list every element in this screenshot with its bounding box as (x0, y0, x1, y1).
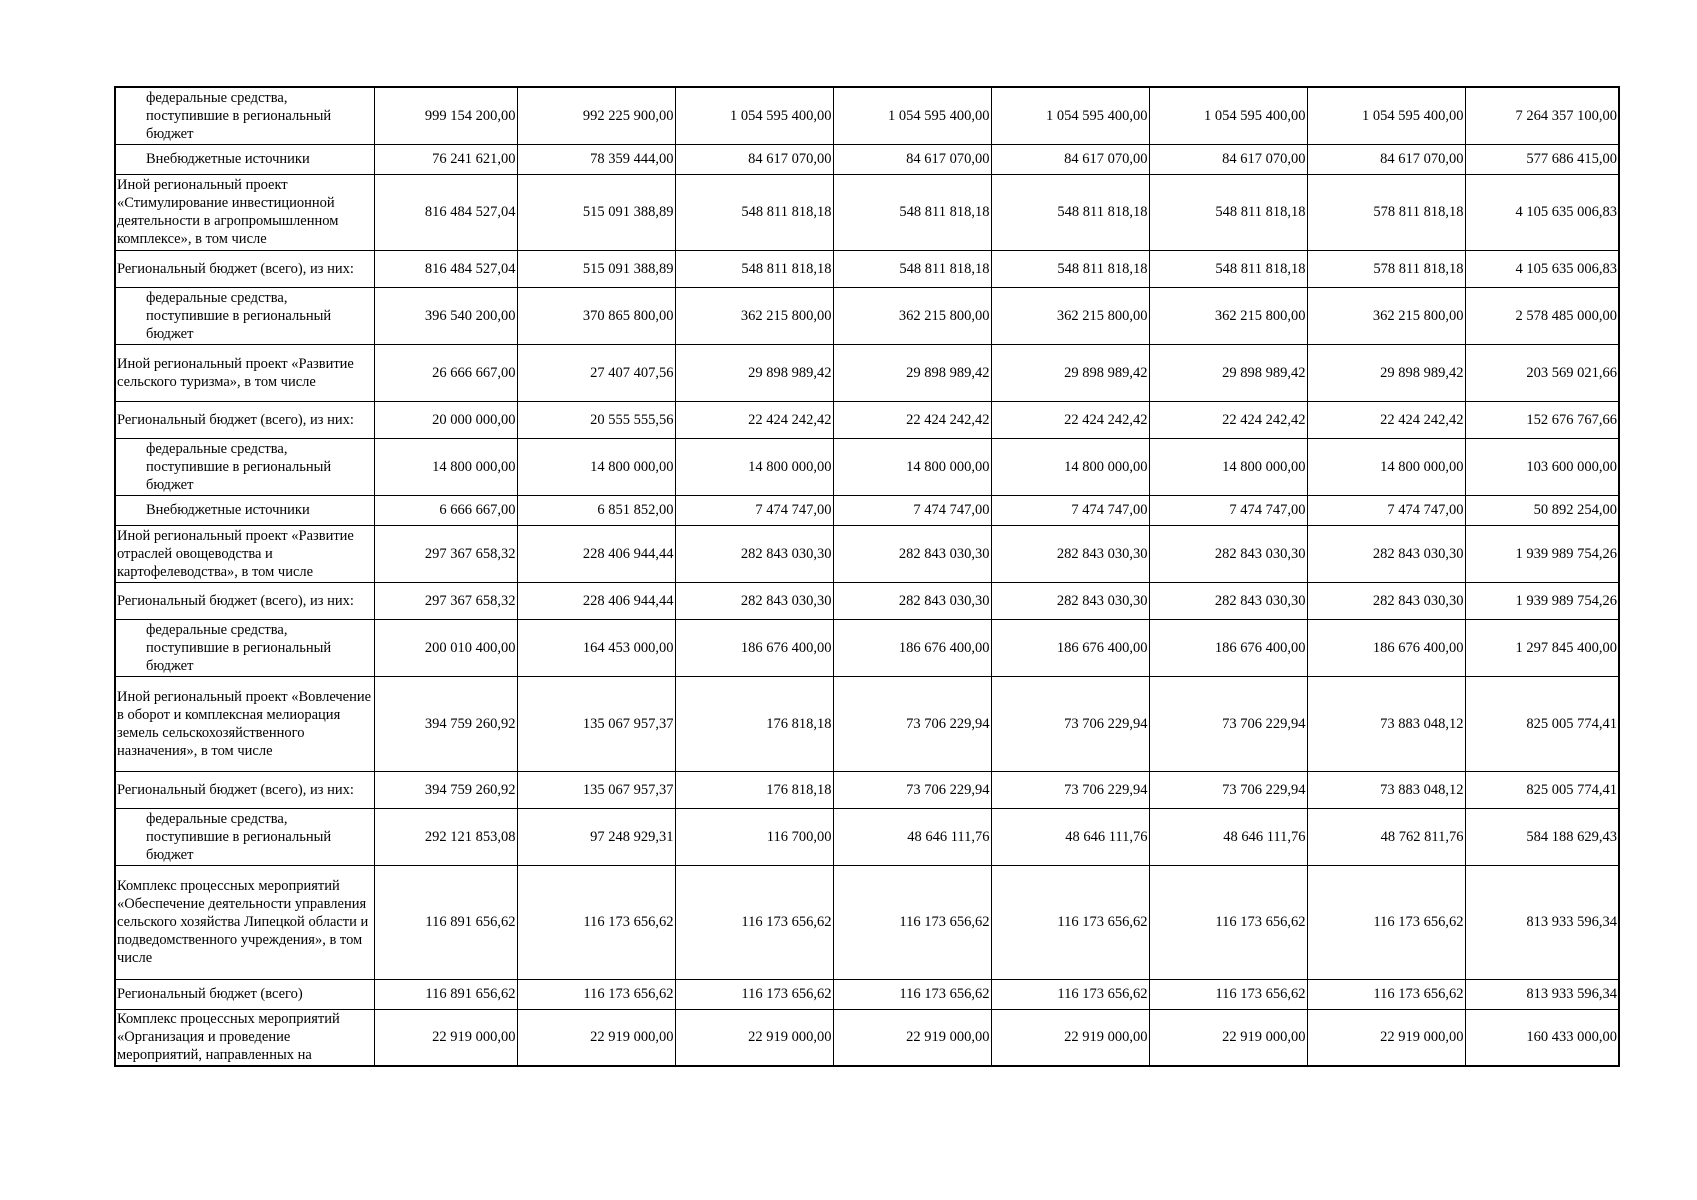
table-row (115, 438, 1619, 495)
value-cell: 29 898 989,42 (833, 344, 991, 401)
value-cell: 362 215 800,00 (991, 287, 1149, 344)
value-cell: 282 843 030,30 (833, 582, 991, 619)
table-body (115, 87, 1619, 1066)
value-cell: 816 484 527,04 (374, 250, 517, 287)
row-label: федеральные средства, поступившие в региональный бюджет (115, 808, 374, 865)
value-cell: 116 173 656,62 (1149, 979, 1307, 1009)
value-cell: 135 067 957,37 (517, 676, 675, 771)
total-cell: 825 005 774,41 (1465, 771, 1619, 808)
value-cell: 548 811 818,18 (833, 250, 991, 287)
value-cell: 116 173 656,62 (1149, 865, 1307, 979)
value-cell: 548 811 818,18 (991, 174, 1149, 250)
total-cell: 4 105 635 006,83 (1465, 250, 1619, 287)
total-cell: 50 892 254,00 (1465, 495, 1619, 525)
value-cell: 84 617 070,00 (675, 144, 833, 174)
value-cell: 7 474 747,00 (675, 495, 833, 525)
value-cell: 48 646 111,76 (991, 808, 1149, 865)
value-cell: 116 173 656,62 (833, 865, 991, 979)
total-cell: 1 939 989 754,26 (1465, 582, 1619, 619)
value-cell: 48 762 811,76 (1307, 808, 1465, 865)
value-cell: 22 919 000,00 (833, 1009, 991, 1066)
value-cell: 14 800 000,00 (1149, 438, 1307, 495)
value-cell: 14 800 000,00 (675, 438, 833, 495)
value-cell: 73 706 229,94 (1149, 771, 1307, 808)
value-cell: 282 843 030,30 (1149, 582, 1307, 619)
value-cell: 22 424 242,42 (1149, 401, 1307, 438)
row-label: Иной региональный проект «Стимулирование инвестиционной деятельности в агропромышленном комплексе», в том числе (115, 174, 374, 250)
value-cell: 297 367 658,32 (374, 582, 517, 619)
value-cell: 29 898 989,42 (1149, 344, 1307, 401)
value-cell: 116 173 656,62 (1307, 979, 1465, 1009)
value-cell: 22 919 000,00 (374, 1009, 517, 1066)
value-cell: 200 010 400,00 (374, 619, 517, 676)
row-label: Внебюджетные источники (115, 495, 374, 525)
row-label: Региональный бюджет (всего) (115, 979, 374, 1009)
value-cell: 29 898 989,42 (675, 344, 833, 401)
value-cell: 228 406 944,44 (517, 525, 675, 582)
value-cell: 116 891 656,62 (374, 979, 517, 1009)
total-cell: 203 569 021,66 (1465, 344, 1619, 401)
row-label: Комплекс процессных мероприятий «Обеспечение деятельности управления сельского хозяйства Липецкой области и подведомственного учреждения», в том числе (115, 865, 374, 979)
value-cell: 548 811 818,18 (675, 174, 833, 250)
table-row (115, 676, 1619, 771)
value-cell: 116 173 656,62 (991, 865, 1149, 979)
value-cell: 22 424 242,42 (675, 401, 833, 438)
value-cell: 14 800 000,00 (991, 438, 1149, 495)
value-cell: 1 054 595 400,00 (1307, 87, 1465, 144)
value-cell: 548 811 818,18 (1149, 174, 1307, 250)
total-cell: 577 686 415,00 (1465, 144, 1619, 174)
value-cell: 6 666 667,00 (374, 495, 517, 525)
value-cell: 73 706 229,94 (991, 676, 1149, 771)
value-cell: 394 759 260,92 (374, 676, 517, 771)
value-cell: 282 843 030,30 (1307, 525, 1465, 582)
value-cell: 84 617 070,00 (1149, 144, 1307, 174)
value-cell: 73 883 048,12 (1307, 771, 1465, 808)
value-cell: 29 898 989,42 (1307, 344, 1465, 401)
value-cell: 116 173 656,62 (1307, 865, 1465, 979)
value-cell: 48 646 111,76 (1149, 808, 1307, 865)
row-label: федеральные средства, поступившие в региональный бюджет (115, 438, 374, 495)
value-cell: 73 706 229,94 (833, 676, 991, 771)
row-label: Региональный бюджет (всего), из них: (115, 582, 374, 619)
value-cell: 282 843 030,30 (1307, 582, 1465, 619)
value-cell: 816 484 527,04 (374, 174, 517, 250)
value-cell: 578 811 818,18 (1307, 250, 1465, 287)
value-cell: 7 474 747,00 (991, 495, 1149, 525)
value-cell: 992 225 900,00 (517, 87, 675, 144)
value-cell: 297 367 658,32 (374, 525, 517, 582)
value-cell: 362 215 800,00 (1307, 287, 1465, 344)
value-cell: 578 811 818,18 (1307, 174, 1465, 250)
value-cell: 14 800 000,00 (1307, 438, 1465, 495)
total-cell: 160 433 000,00 (1465, 1009, 1619, 1066)
total-cell: 4 105 635 006,83 (1465, 174, 1619, 250)
value-cell: 548 811 818,18 (991, 250, 1149, 287)
value-cell: 22 919 000,00 (1149, 1009, 1307, 1066)
value-cell: 362 215 800,00 (833, 287, 991, 344)
value-cell: 116 173 656,62 (991, 979, 1149, 1009)
value-cell: 7 474 747,00 (1149, 495, 1307, 525)
table-row (115, 771, 1619, 808)
value-cell: 84 617 070,00 (833, 144, 991, 174)
value-cell: 186 676 400,00 (991, 619, 1149, 676)
value-cell: 362 215 800,00 (1149, 287, 1307, 344)
value-cell: 22 919 000,00 (517, 1009, 675, 1066)
value-cell: 116 891 656,62 (374, 865, 517, 979)
value-cell: 515 091 388,89 (517, 174, 675, 250)
value-cell: 14 800 000,00 (374, 438, 517, 495)
row-label: федеральные средства, поступившие в региональный бюджет (115, 287, 374, 344)
row-label: Региональный бюджет (всего), из них: (115, 250, 374, 287)
table-row (115, 144, 1619, 174)
row-label: федеральные средства, поступившие в региональный бюджет (115, 87, 374, 144)
value-cell: 22 919 000,00 (991, 1009, 1149, 1066)
value-cell: 164 453 000,00 (517, 619, 675, 676)
value-cell: 186 676 400,00 (1307, 619, 1465, 676)
value-cell: 1 054 595 400,00 (675, 87, 833, 144)
value-cell: 6 851 852,00 (517, 495, 675, 525)
value-cell: 116 173 656,62 (517, 865, 675, 979)
value-cell: 116 173 656,62 (833, 979, 991, 1009)
total-cell: 7 264 357 100,00 (1465, 87, 1619, 144)
value-cell: 1 054 595 400,00 (991, 87, 1149, 144)
value-cell: 22 424 242,42 (1307, 401, 1465, 438)
value-cell: 48 646 111,76 (833, 808, 991, 865)
table-row (115, 87, 1619, 144)
value-cell: 1 054 595 400,00 (833, 87, 991, 144)
total-cell: 1 939 989 754,26 (1465, 525, 1619, 582)
total-cell: 2 578 485 000,00 (1465, 287, 1619, 344)
value-cell: 282 843 030,30 (833, 525, 991, 582)
value-cell: 73 706 229,94 (1149, 676, 1307, 771)
value-cell: 282 843 030,30 (1149, 525, 1307, 582)
value-cell: 22 424 242,42 (833, 401, 991, 438)
table-row (115, 582, 1619, 619)
value-cell: 282 843 030,30 (991, 582, 1149, 619)
table-row (115, 174, 1619, 250)
value-cell: 282 843 030,30 (675, 582, 833, 619)
value-cell: 78 359 444,00 (517, 144, 675, 174)
total-cell: 584 188 629,43 (1465, 808, 1619, 865)
value-cell: 7 474 747,00 (1307, 495, 1465, 525)
value-cell: 282 843 030,30 (675, 525, 833, 582)
value-cell: 20 000 000,00 (374, 401, 517, 438)
value-cell: 186 676 400,00 (833, 619, 991, 676)
value-cell: 76 241 621,00 (374, 144, 517, 174)
value-cell: 14 800 000,00 (517, 438, 675, 495)
value-cell: 84 617 070,00 (1307, 144, 1465, 174)
table-row (115, 808, 1619, 865)
row-label: Комплекс процессных мероприятий «Организация и проведение мероприятий, направленных на (115, 1009, 374, 1066)
value-cell: 22 424 242,42 (991, 401, 1149, 438)
row-label: Региональный бюджет (всего), из них: (115, 771, 374, 808)
table-row (115, 495, 1619, 525)
value-cell: 135 067 957,37 (517, 771, 675, 808)
value-cell: 999 154 200,00 (374, 87, 517, 144)
value-cell: 26 666 667,00 (374, 344, 517, 401)
row-label: Иной региональный проект «Вовлечение в оборот и комплексная мелиорация земель сельскохозяйственного назначения», в том числе (115, 676, 374, 771)
value-cell: 7 474 747,00 (833, 495, 991, 525)
row-label: Иной региональный проект «Развитие сельского туризма», в том числе (115, 344, 374, 401)
table-row (115, 1009, 1619, 1066)
value-cell: 228 406 944,44 (517, 582, 675, 619)
value-cell: 73 706 229,94 (833, 771, 991, 808)
value-cell: 116 700,00 (675, 808, 833, 865)
total-cell: 813 933 596,34 (1465, 979, 1619, 1009)
value-cell: 292 121 853,08 (374, 808, 517, 865)
value-cell: 97 248 929,31 (517, 808, 675, 865)
value-cell: 370 865 800,00 (517, 287, 675, 344)
value-cell: 1 054 595 400,00 (1149, 87, 1307, 144)
total-cell: 152 676 767,66 (1465, 401, 1619, 438)
total-cell: 825 005 774,41 (1465, 676, 1619, 771)
value-cell: 548 811 818,18 (675, 250, 833, 287)
row-label: Региональный бюджет (всего), из них: (115, 401, 374, 438)
row-label: федеральные средства, поступившие в региональный бюджет (115, 619, 374, 676)
value-cell: 548 811 818,18 (833, 174, 991, 250)
value-cell: 20 555 555,56 (517, 401, 675, 438)
budget-table (114, 86, 1620, 1067)
value-cell: 394 759 260,92 (374, 771, 517, 808)
table-row (115, 287, 1619, 344)
total-cell: 1 297 845 400,00 (1465, 619, 1619, 676)
value-cell: 548 811 818,18 (1149, 250, 1307, 287)
value-cell: 22 919 000,00 (1307, 1009, 1465, 1066)
value-cell: 176 818,18 (675, 771, 833, 808)
table-row (115, 344, 1619, 401)
value-cell: 362 215 800,00 (675, 287, 833, 344)
value-cell: 396 540 200,00 (374, 287, 517, 344)
total-cell: 103 600 000,00 (1465, 438, 1619, 495)
row-label: Внебюджетные источники (115, 144, 374, 174)
value-cell: 73 706 229,94 (991, 771, 1149, 808)
table-row (115, 250, 1619, 287)
value-cell: 29 898 989,42 (991, 344, 1149, 401)
value-cell: 27 407 407,56 (517, 344, 675, 401)
value-cell: 14 800 000,00 (833, 438, 991, 495)
value-cell: 515 091 388,89 (517, 250, 675, 287)
value-cell: 116 173 656,62 (517, 979, 675, 1009)
table-row (115, 401, 1619, 438)
value-cell: 73 883 048,12 (1307, 676, 1465, 771)
value-cell: 84 617 070,00 (991, 144, 1149, 174)
value-cell: 186 676 400,00 (675, 619, 833, 676)
value-cell: 176 818,18 (675, 676, 833, 771)
total-cell: 813 933 596,34 (1465, 865, 1619, 979)
value-cell: 186 676 400,00 (1149, 619, 1307, 676)
value-cell: 116 173 656,62 (675, 979, 833, 1009)
table-row (115, 979, 1619, 1009)
row-label: Иной региональный проект «Развитие отраслей овощеводства и картофелеводства», в том числе (115, 525, 374, 582)
table-row (115, 525, 1619, 582)
value-cell: 116 173 656,62 (675, 865, 833, 979)
value-cell: 22 919 000,00 (675, 1009, 833, 1066)
table-row (115, 619, 1619, 676)
table-row (115, 865, 1619, 979)
value-cell: 282 843 030,30 (991, 525, 1149, 582)
